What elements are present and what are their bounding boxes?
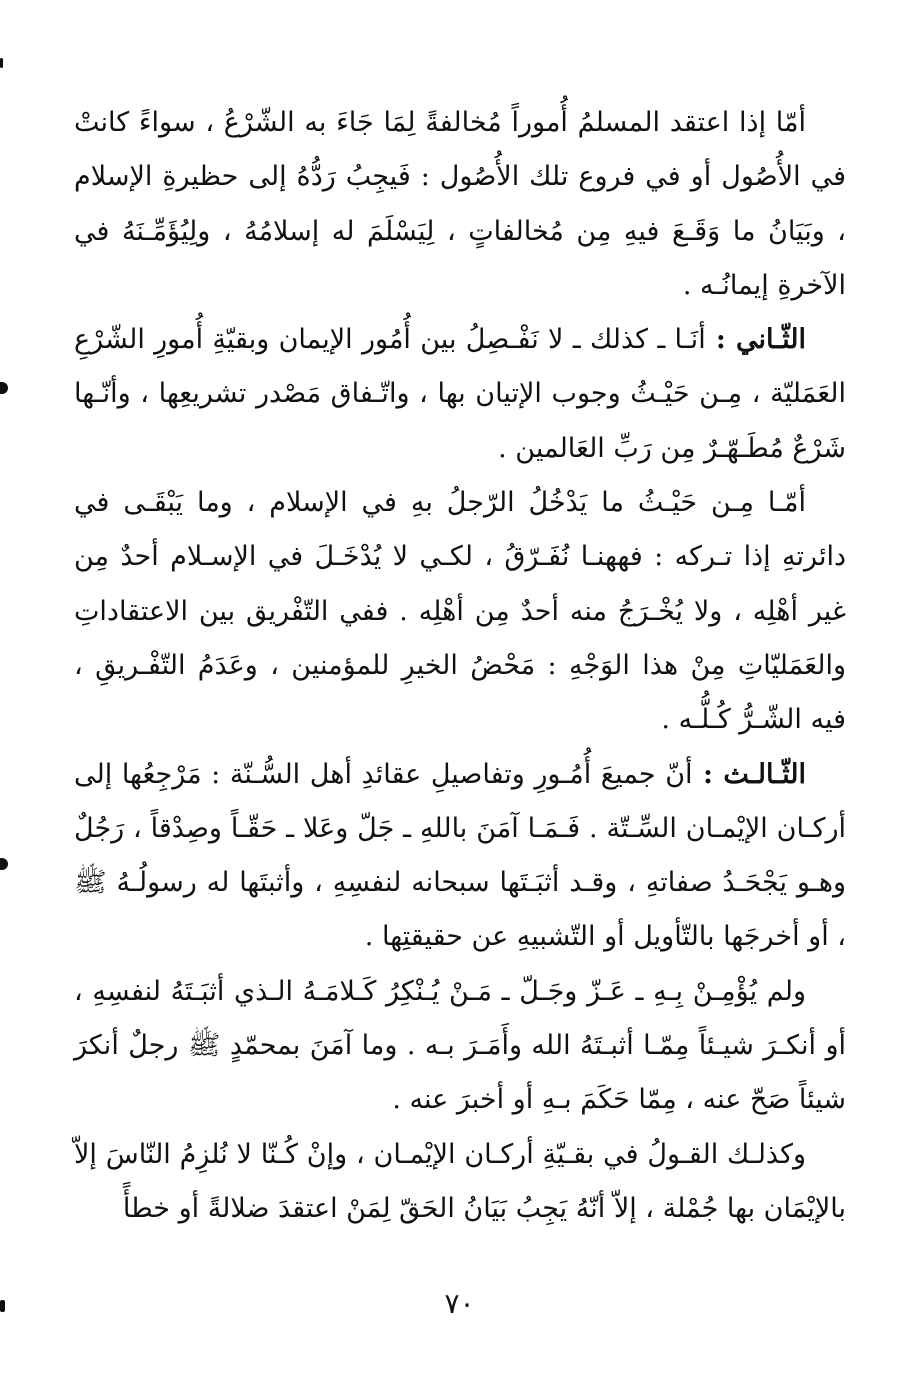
- paragraph-2: [74, 313, 846, 476]
- paragraph-lead: الثّـاني :: [705, 324, 806, 356]
- paragraph-5: [74, 965, 846, 1128]
- paragraph-text: أنّ جميعَ أُمُـورِ وتفاصيلِ عقائدِ أهل السُّـنّة : مَرْجِعُها إلى أركـان الإيْمـان السِّـتّة . فَـمَـا آمَنَ باللهِ ـ جَلّ وعَلا ـ حَقّـاً وصِدْقاً ، رَجُلٌ وهـو يَجْحَـدُ صفاتهِ ، وقـد أثبَـتَها سبحانه لنفسِهِ ، وأثبتَها له رسولُـهُ ﷺ ، أو أخرجَها بالتّأويل أو التّشبيهِ عن حقيقتِها .: [74, 758, 846, 953]
- paragraph-text: أمّـا مِـن حَيْـثُ ما يَدْخُلُ الرّجلُ بهِ في الإسلام ، وما يَبْقَـى في دائرتهِ إذا تـركه : فههنـا نُفَـرّقُ ، لكـي لا يُدْخَـلَ في الإسـلام أحدٌ مِن غير أهْلِه ، ولا يُخْـرَجُ منه أحدٌ مِن أهْلِه . ففي التّفْريق بين الاعتقاداتِ والعَمَليّاتِ مِنْ هذا الوَجْهِ : مَحْضُ الخيرِ للمؤمنين ، وعَدَمُ التّفْـريقِ ، فيه الشّـرُّ كُـلُّـه .: [74, 487, 846, 736]
- paragraph-3: [74, 476, 846, 747]
- paragraph-text: أمّا إذا اعتقد المسلمُ أُموراً مُخالفةً لِمَا جَاءَ به الشّرْعُ ، سواءً كانتْ في الأُصُول أو في فروع تلك الأُصُول : فَيجِبُ رَدُّهُ إلى حظيرةِ الإسلام ، وبَيَانُ ما وَقَـعَ فيهِ مِن مُخالفاتٍ ، لِيَسْلَمَ له إسلامُهُ ، ولِيُؤَمِّـنَهُ في الآخرةِ إيمانُـه .: [74, 107, 846, 301]
- body-text: [74, 96, 846, 1236]
- scan-edge-mark: [0, 58, 3, 68]
- paragraph-4: [74, 748, 846, 965]
- paragraph-1: [74, 96, 846, 313]
- scan-edge-mark: [0, 382, 8, 394]
- paragraph-text: وكذلـك القـولُ في بقـيّةِ أركـان الإيْمـان ، وإنْ كُـنّا لا نُلزِمُ النّاسَ إلاّ بالإيْمَان بها جُمْلة ، إلاّ أنّهُ يَجِبُ بَيَانُ الحَقّ لِمَنْ اعتقدَ ضلالةً أو خطأً: [74, 1138, 846, 1224]
- paragraph-lead: الثّـالـث :: [692, 758, 806, 790]
- paragraph-text: ولم يُؤْمِـنْ بِـهِ ـ عَـزّ وجَـلّ ـ مَـنْ يُـنْكِرُ كَـلامَـهُ الـذي أثبَـتَهُ لنفسِهِ ، أو أنكـرَ شيـئاً مِمّـا أثبـتَهُ الله وأَمَـرَ بـه . وما آمَنَ بمحمّدٍ ﷺ رجلٌ أنكرَ شيئاً صَحّ عنه ، مِمّا حَكَمَ بـهِ أو أخبرَ عنه .: [74, 975, 846, 1116]
- paragraph-text: أنَـا ـ كذلك ـ لا نَفْـصِلُ بين أُمُور الإيمان وبقيّةِ أُمورِ الشّرْعِ العَمَليّة ، مِـن حَيْـثُ وجوب الإتيان بها ، واتّـفاق مَصْدر تشريعِها ، وأنّـها شَرْعٌ مُطَـهّـرٌ مِن رَبِّ العَالمين .: [74, 324, 846, 464]
- paragraph-6: [74, 1128, 846, 1237]
- scan-edge-mark: [0, 858, 8, 870]
- page-number: ٧٠: [444, 1287, 475, 1320]
